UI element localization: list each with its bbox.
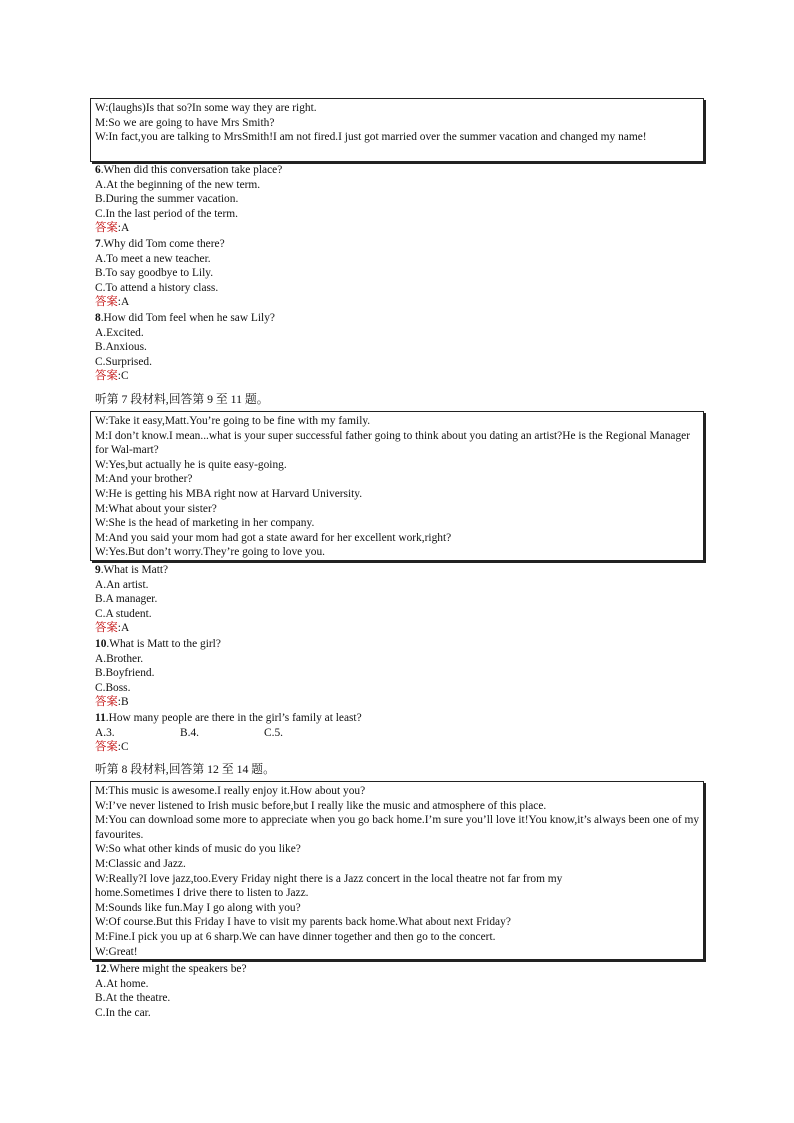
question-number: 8 <box>95 312 101 324</box>
option-c: C.To attend a history class. <box>95 281 219 294</box>
dialogue-line: W:Great! <box>95 945 138 958</box>
answer-label: 答案 <box>95 370 118 383</box>
dialogue-line: M:You can download some more to appreciate when you go back home.I’m sure you’ll love it!You know,it’s always been one of my favourites. <box>95 814 700 841</box>
option-b: B.4. <box>180 726 199 739</box>
option-c: C.A student. <box>95 607 152 620</box>
question-text: .What is Matt? <box>100 564 169 576</box>
option-a: A.Excited. <box>95 326 144 339</box>
option-b: B.A manager. <box>95 593 158 606</box>
answer-label: 答案 <box>95 696 118 709</box>
dialogue-line: W:He is getting his MBA right now at Harvard University. <box>95 487 363 500</box>
transcript-box-2 <box>90 411 704 561</box>
answer-value: :A <box>117 296 130 309</box>
transcript-box-3 <box>90 781 704 960</box>
question-12 <box>95 962 247 1020</box>
question-8 <box>95 311 275 384</box>
dialogue-line: M:And you said your mom had got a state award for her excellent work,right? <box>95 531 452 544</box>
dialogue-line: W:So what other kinds of music do you like? <box>95 843 301 856</box>
answer <box>95 221 282 236</box>
question-text: .Where might the speakers be? <box>106 963 247 975</box>
option-b: B.During the summer vacation. <box>95 193 239 206</box>
question-7 <box>95 237 225 310</box>
answer-value: :C <box>117 370 129 383</box>
section-heading-7: 听第 7 段材料,回答第 9 至 11 题。 <box>95 392 269 406</box>
answer <box>95 369 275 384</box>
answer <box>95 740 362 755</box>
option-a: A.An artist. <box>95 578 149 591</box>
dialogue-line: M:And your brother? <box>95 473 193 486</box>
answer-label: 答案 <box>95 622 118 635</box>
option-c: C.5. <box>264 726 283 739</box>
dialogue-line: W:Yes.But don’t worry.They’re going to love you. <box>95 546 326 559</box>
dialogue-line: W:(laughs)Is that so?In some way they are right. <box>95 102 317 114</box>
answer <box>95 621 168 636</box>
option-b: B.At the theatre. <box>95 992 171 1005</box>
question-text: .How many people are there in the girl’s family at least? <box>105 712 362 724</box>
dialogue-line: W:Take it easy,Matt.You’re going to be fine with my family. <box>95 415 371 427</box>
answer <box>95 295 225 310</box>
transcript-box-1 <box>90 98 704 162</box>
question-number: 6 <box>95 164 101 176</box>
question-11 <box>95 711 362 755</box>
option-a: A.At home. <box>95 977 149 990</box>
dialogue-line: W:I’ve never listened to Irish music before,but I really like the music and atmosphere of this place. <box>95 799 547 812</box>
question-10 <box>95 637 221 710</box>
question-text: .Why did Tom come there? <box>100 238 225 250</box>
question-9 <box>95 563 168 636</box>
dialogue-line: M:Classic and Jazz. <box>95 857 186 870</box>
option-c: C.In the last period of the term. <box>95 207 238 220</box>
option-a: A.3. <box>95 726 115 739</box>
option-c: C.Surprised. <box>95 355 152 368</box>
option-c: C.Boss. <box>95 681 131 694</box>
dialogue-line: W:Yes,but actually he is quite easy-going. <box>95 458 287 471</box>
answer-label: 答案 <box>95 296 118 309</box>
dialogue-line: W:In fact,you are talking to MrsSmith!I am not fired.I just got married over the summer vacation and changed my name! <box>95 131 647 144</box>
dialogue-line: M:So we are going to have Mrs Smith? <box>95 116 275 129</box>
dialogue-line: M:I don’t know.I mean...what is your super successful father going to think about you dating an artist?He is the Regional Manager for Wal-mart? <box>95 429 691 457</box>
question-number: 7 <box>95 238 101 250</box>
answer-value: :B <box>117 696 129 709</box>
question-number: 12 <box>95 963 107 975</box>
question-number: 10 <box>95 638 107 650</box>
question-6 <box>95 163 282 236</box>
dialogue-line: W:She is the head of marketing in her company. <box>95 517 315 530</box>
question-number: 11 <box>95 712 106 724</box>
dialogue-line: M:Sounds like fun.May I go along with you? <box>95 901 301 914</box>
section-heading-8: 听第 8 段材料,回答第 12 至 14 题。 <box>95 762 275 776</box>
option-a: A.At the beginning of the new term. <box>95 178 261 191</box>
answer-value: :A <box>117 622 130 635</box>
option-b: B.Anxious. <box>95 341 147 354</box>
option-a: A.Brother. <box>95 652 144 665</box>
answer-label: 答案 <box>95 741 118 754</box>
dialogue-line: M:This music is awesome.I really enjoy it.How about you? <box>95 785 366 797</box>
answer <box>95 695 221 710</box>
answer-value: :C <box>117 741 129 754</box>
answer-label: 答案 <box>95 222 118 235</box>
dialogue-line: W:Really?I love jazz,too.Every Friday night there is a Jazz concert in the local theatre not far from my home.Sometimes I drive there to listen to Jazz. <box>95 872 563 900</box>
dialogue-line: M:What about your sister? <box>95 502 217 515</box>
question-text: .How did Tom feel when he saw Lily? <box>100 312 275 324</box>
option-b: B.Boyfriend. <box>95 667 155 680</box>
option-c: C.In the car. <box>95 1006 151 1019</box>
question-text: .What is Matt to the girl? <box>106 638 221 650</box>
question-number: 9 <box>95 564 101 576</box>
option-a: A.To meet a new teacher. <box>95 252 211 265</box>
dialogue-line: M:Fine.I pick you up at 6 sharp.We can have dinner together and then go to the concert. <box>95 930 496 943</box>
option-b: B.To say goodbye to Lily. <box>95 267 214 280</box>
answer-value: :A <box>117 222 130 235</box>
question-text: .When did this conversation take place? <box>100 164 283 176</box>
dialogue-line: W:Of course.But this Friday I have to visit my parents back home.What about next Friday? <box>95 916 511 929</box>
options-row <box>95 726 362 741</box>
